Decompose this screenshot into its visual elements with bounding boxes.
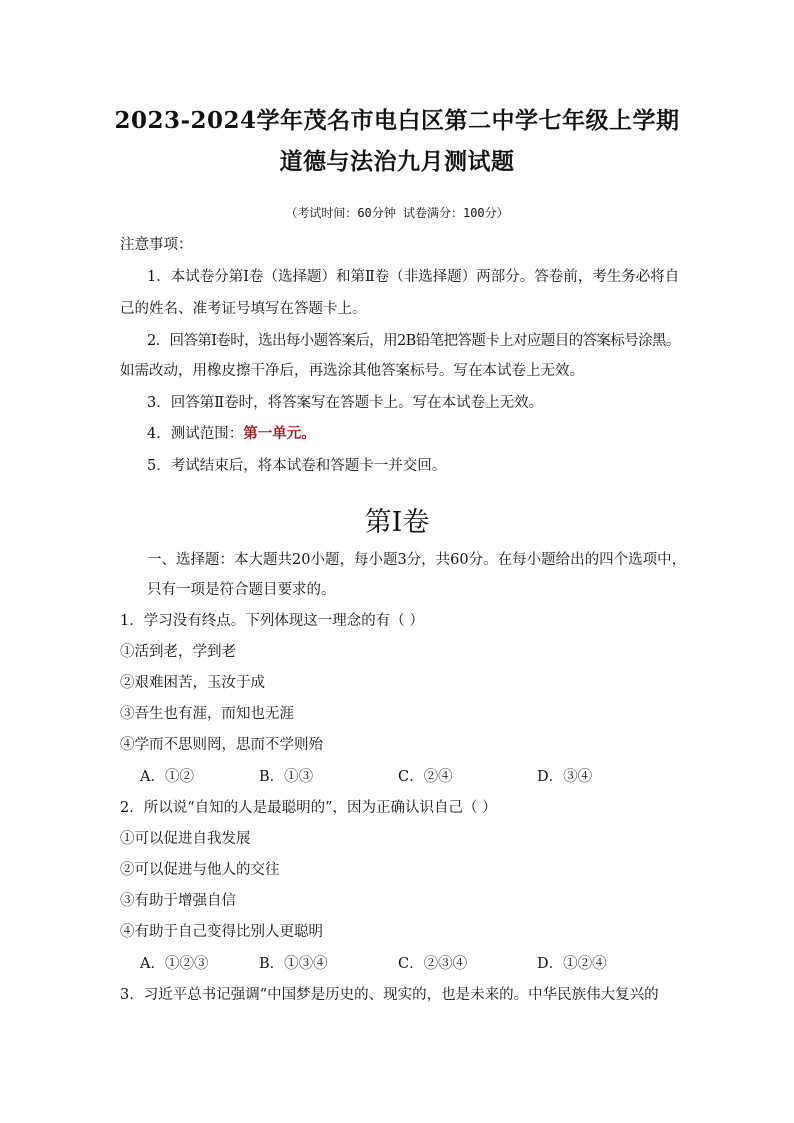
section-instruction-b: 只有一项是符合题目要求的。 [147, 582, 336, 598]
question-item: ①活到老，学到老 [120, 644, 236, 660]
answer-option-a: A．①② [140, 769, 194, 785]
answer-option-c: C．②③④ [398, 956, 468, 972]
notice-item-4 [147, 422, 316, 443]
section-title: 第Ⅰ卷 [364, 507, 430, 538]
answer-option-c: C．②④ [398, 769, 453, 785]
exam-info: （考试时间：60分钟 试卷满分：100分） [285, 206, 509, 220]
test-scope-value: 第一单元。 [243, 425, 316, 442]
question-item: ④学而不思则罔，思而不学则殆 [120, 737, 323, 753]
question-stem: 1．学习没有终点。下列体现这一理念的有（ ） [120, 613, 424, 629]
answer-option-b: B．①③④ [259, 956, 328, 972]
question-stem: 3．习近平总书记强调“中国梦是历史的、现实的，也是未来的。中华民族伟大复兴的 [120, 987, 659, 1003]
notice-item-1b: 己的姓名、准考证号填写在答题卡上。 [120, 301, 367, 317]
question-stem: 2．所以说“自知的人是最聪明的”，因为正确认识自己（ ） [120, 800, 497, 816]
exam-title-line-1: 2023-2024学年茂名市电白区第二中学七年级上学期 [114, 107, 680, 134]
section-instruction-a: 一、选择题：本大题共20小题，每小题3分，共60分。在每小题给出的四个选项中， [147, 552, 687, 568]
answer-option-d: D．①②④ [537, 956, 607, 972]
answer-option-d: D．③④ [537, 769, 593, 785]
notice-heading: 注意事项： [120, 237, 193, 253]
question-item: ③吾生也有涯，而知也无涯 [120, 706, 294, 722]
question-item: ②可以促进与他人的交往 [120, 862, 280, 878]
notice-item-4-label: 4．测试范围： [147, 426, 244, 442]
notice-item-2b: 如需改动，用橡皮擦干净后，再选涂其他答案标号。写在本试卷上无效。 [120, 363, 584, 379]
question-item: ②艰难困苦，玉汝于成 [120, 675, 265, 691]
question-item: ④有助于自己变得比别人更聪明 [120, 924, 323, 940]
question-item: ①可以促进自我发展 [120, 831, 251, 847]
notice-item-1a: 1．本试卷分第Ⅰ卷（选择题）和第Ⅱ卷（非选择题）两部分。答卷前，考生务必将自 [147, 269, 680, 285]
notice-item-5: 5．考试结束后，将本试卷和答题卡一并交回。 [147, 458, 447, 474]
notice-item-2a: 2．回答第Ⅰ卷时，选出每小题答案后，用2B铅笔把答题卡上对应题目的答案标号涂黑。 [147, 333, 680, 349]
question-item: ③有助于增强自信 [120, 893, 236, 909]
exam-title-line-2: 道德与法治九月测试题 [279, 148, 515, 175]
notice-item-3: 3．回答第Ⅱ卷时，将答案写在答题卡上。写在本试卷上无效。 [147, 395, 544, 411]
answer-option-a: A．①②③ [140, 956, 209, 972]
answer-option-b: B．①③ [259, 769, 314, 785]
